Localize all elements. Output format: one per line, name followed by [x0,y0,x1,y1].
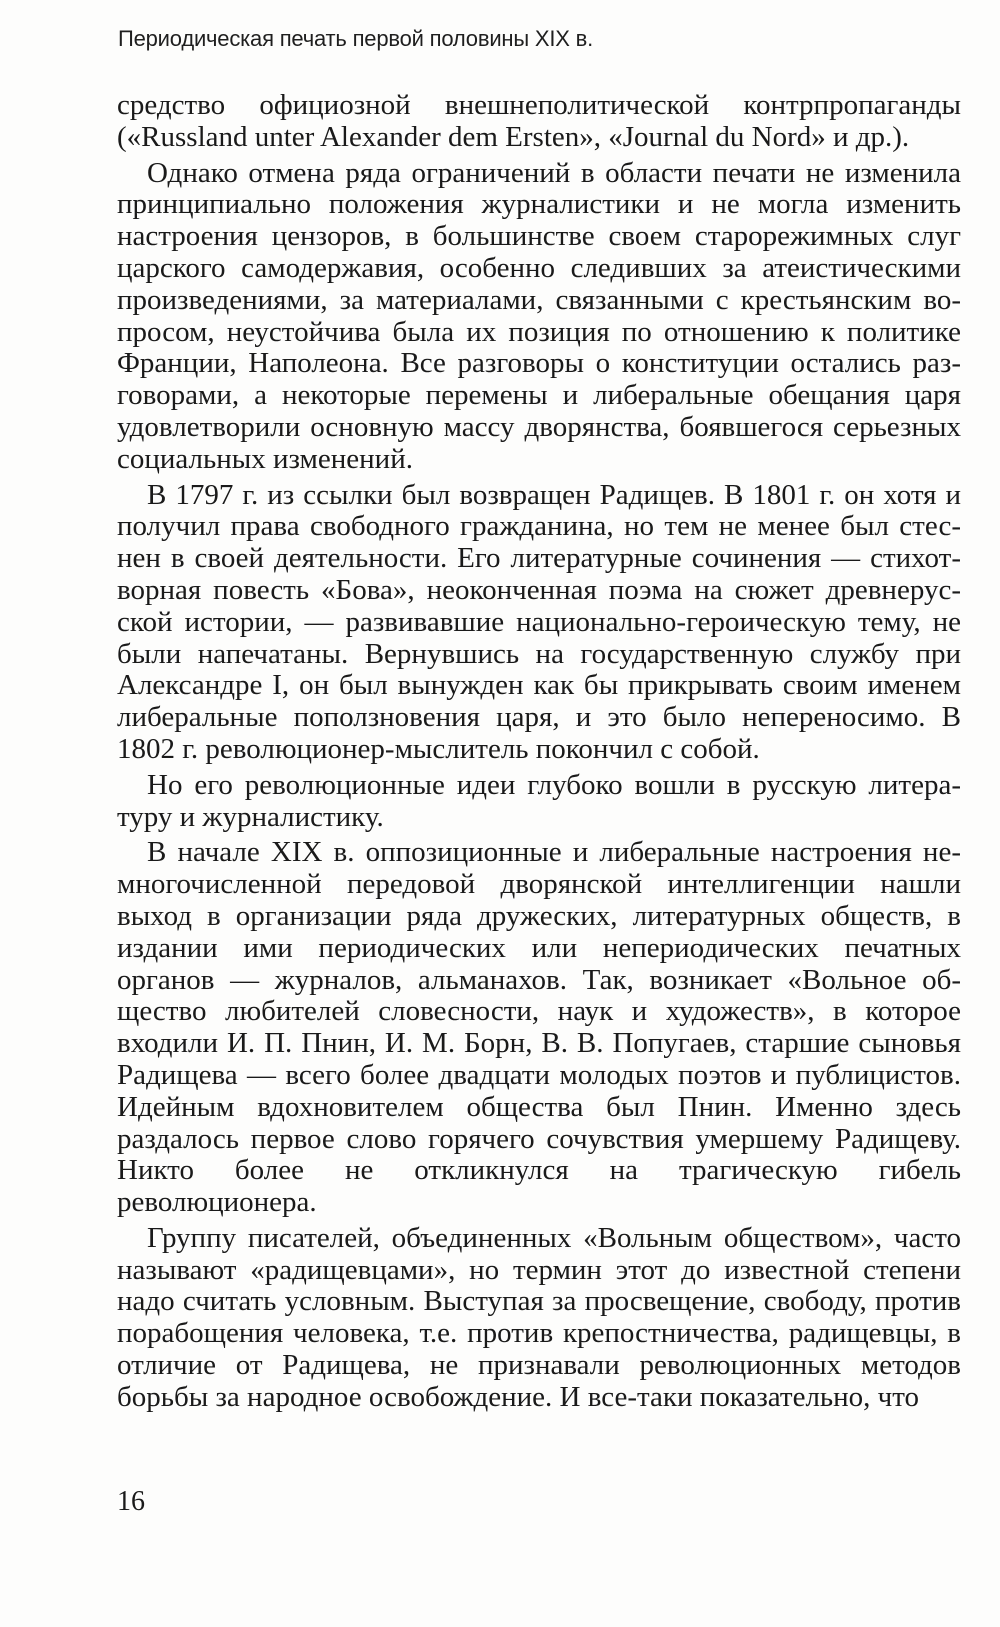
paragraph: Однако отмена ряда ограничений в области печати не изменила принципиально положения журналистики и не могла изменить настроения цензоров, в большинстве своем старорежимных слуг царского самодержавия, особенно следивших за атеистическими произведениями, за материалами, связанными с крестьянским вопросом, неустойчива была их позиция по отношению к политике Франции, Наполеона. Все разговоры о конституции остались разговорами, а некоторые перемены и либеральные обещания царя удовлетворили основную массу дворянства, боявшегося серьезных социальных изменений. [117,156,961,475]
paragraph-continuation: средство официозной внешнеполитической контрпропаганды («Russland unter Alexander dem Ersten», «Journal du Nord» и др.). [117,89,961,153]
paragraph: В 1797 г. из ссылки был возвращен Радищев. В 1801 г. он хотя и получил права свободного гражданина, но тем не менее был стеснен в своей деятельности. Его литературные сочинения — стихотворная повесть «Бова», неоконченная поэма на сюжет древнерусской истории, — развивавшие национально-героическую тему, не были напечатаны. Вернувшись на государственную службу при Александре I, он был вынужден как бы прикрывать своим именем либеральные поползновения царя, и это было непереносимо. В 1802 г. революционер-мыслитель покончил с собой. [117,478,961,765]
running-head: Периодическая печать первой половины XIX в. [118,26,594,51]
page-number: 16 [117,1486,145,1517]
body-text [117,90,961,1414]
paragraph: Но его революционные идеи глубоко вошли в русскую литературу и журналистику. [117,768,961,833]
paragraph: Группу писателей, объединенных «Вольным обществом», часто называют «радищевцами», но термин этот до известной степени надо считать условным. Выступая за просвещение, свободу, против порабощения человека, т.е. против крепостничества, радищевцы, в отличие от Радищева, не признавали революционных методов борьбы за народное освобождение. И все-таки показательно, что [117,1221,961,1413]
paragraph: В начале XIX в. оппозиционные и либеральные настроения немногочисленной передовой дворянской интеллигенции нашли выход в организации ряда дружеских, литературных обществ, в издании ими периодических или непериодических печатных органов — журналов, альманахов. Так, возникает «Вольное общество любителей словесности, наук и художеств», в которое входили И. П. Пнин, И. М. Борн, В. В. Попугаев, старшие сыновья Радищева — всего более двадцати молодых поэтов и публицистов. Идейным вдохновителем общества был Пнин. Именно здесь раздалось первое слово горячего сочувствия умершему Радищеву. Никто более не откликнулся на трагическую гибель революционера. [117,836,961,1219]
